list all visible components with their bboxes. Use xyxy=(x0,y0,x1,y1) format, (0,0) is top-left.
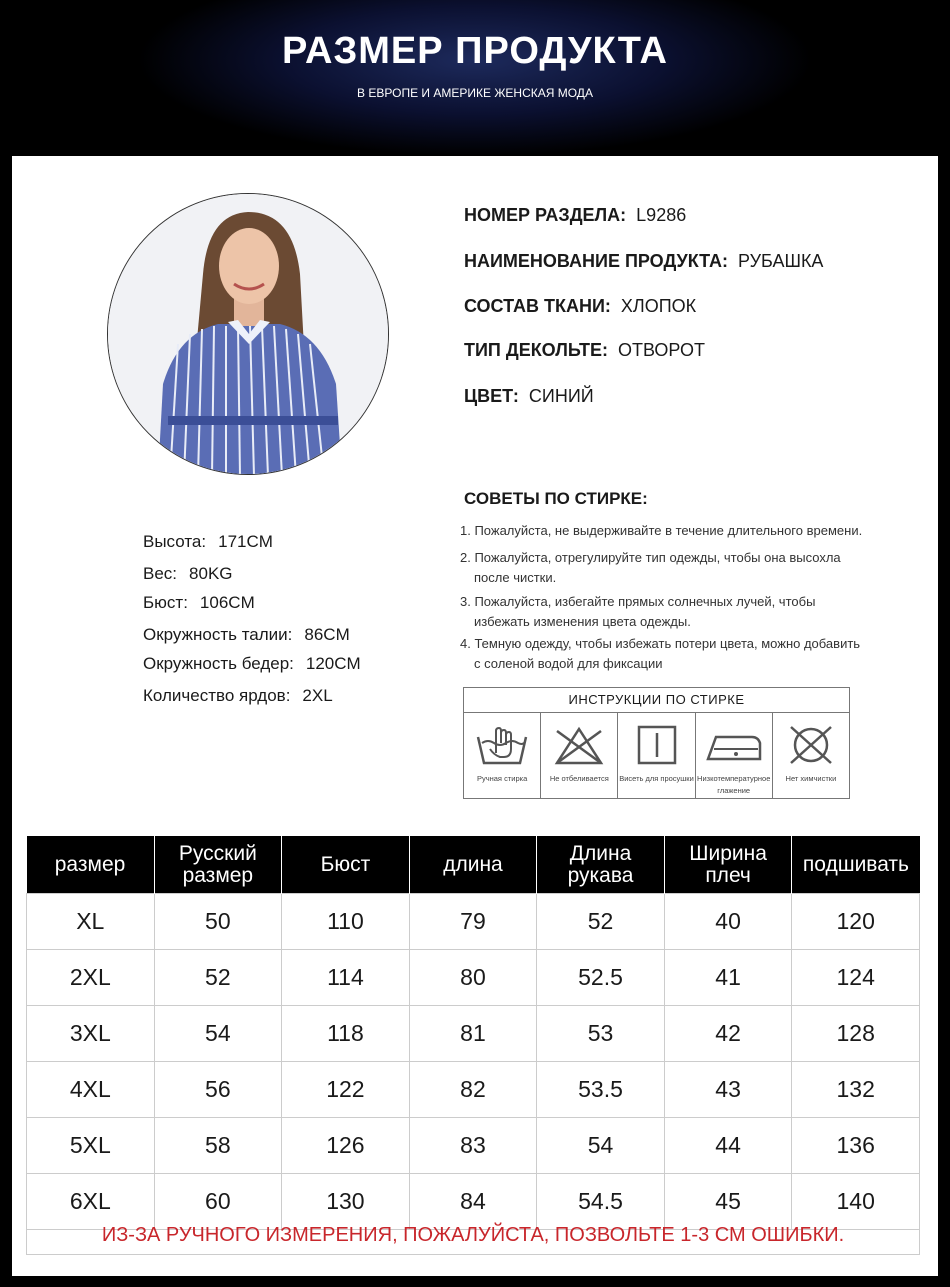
care-tip-3: 3. Пожалуйста, избегайте прямых солнечных лучей, чтобы избежать изменения цвета одежды. xyxy=(460,594,816,629)
model-weight: Вес: 80KG xyxy=(143,564,233,583)
wash-item-hand: Ручная стирка xyxy=(464,713,541,799)
washing-title: ИНСТРУКЦИИ ПО СТИРКЕ xyxy=(464,688,849,713)
table-cell: 3XL xyxy=(27,1006,155,1062)
no-dry-clean-icon xyxy=(783,723,839,767)
table-cell: 60 xyxy=(154,1174,282,1230)
table-cell: 54 xyxy=(537,1118,665,1174)
table-cell: 53 xyxy=(537,1006,665,1062)
hang-dry-icon xyxy=(629,723,685,767)
table-cell: 110 xyxy=(282,894,410,950)
table-cell: 4XL xyxy=(27,1062,155,1118)
model-waist: Окружность талии: 86CM xyxy=(143,625,350,644)
col-length: длина xyxy=(409,836,537,894)
table-row xyxy=(27,950,920,1006)
model-hips: Окружность бедер: 120CM xyxy=(143,654,361,673)
table-cell: 52 xyxy=(537,894,665,950)
table-cell: 43 xyxy=(664,1062,792,1118)
table-cell: 140 xyxy=(792,1174,920,1230)
col-sleeve: Длина рукава xyxy=(537,836,665,894)
model-bust: Бюст: 106CM xyxy=(143,593,255,612)
col-shoulder: Ширина плеч xyxy=(664,836,792,894)
table-cell: 5XL xyxy=(27,1118,155,1174)
table-cell: 120 xyxy=(792,894,920,950)
spec-neckline: ТИП ДЕКОЛЬТЕ: ОТВОРОТ xyxy=(464,340,705,360)
table-cell: 52 xyxy=(154,950,282,1006)
hand-wash-icon xyxy=(474,723,530,767)
table-cell: 2XL xyxy=(27,950,155,1006)
spec-product-name: НАИМЕНОВАНИЕ ПРОДУКТА: РУБАШКА xyxy=(464,251,824,271)
size-table-header xyxy=(27,836,920,894)
spec-color: ЦВЕТ: СИНИЙ xyxy=(464,386,594,406)
model-height: Высота: 171CM xyxy=(143,532,273,551)
col-bust: Бюст xyxy=(282,836,410,894)
table-cell: 50 xyxy=(154,894,282,950)
table-cell: 80 xyxy=(409,950,537,1006)
table-cell: 53.5 xyxy=(537,1062,665,1118)
table-row xyxy=(27,894,920,950)
table-cell: 42 xyxy=(664,1006,792,1062)
col-hem: подшивать xyxy=(792,836,920,894)
col-size: размер xyxy=(27,836,155,894)
table-cell: 40 xyxy=(664,894,792,950)
table-cell: 124 xyxy=(792,950,920,1006)
size-table xyxy=(26,836,920,1230)
table-cell: 114 xyxy=(282,950,410,1006)
page-title: РАЗМЕР ПРОДУКТА xyxy=(282,30,668,72)
wash-item-hang: Висеть для просушки xyxy=(618,713,695,799)
table-cell: 54.5 xyxy=(537,1174,665,1230)
table-cell: 84 xyxy=(409,1174,537,1230)
measurement-note: ИЗ-ЗА РУЧНОГО ИЗМЕРЕНИЯ, ПОЖАЛУЙСТА, ПОЗВОЛЬТЕ 1-3 СМ ОШИБКИ. xyxy=(26,1215,920,1255)
table-cell: 54 xyxy=(154,1006,282,1062)
table-cell: 58 xyxy=(154,1118,282,1174)
table-cell: 44 xyxy=(664,1118,792,1174)
table-cell: 82 xyxy=(409,1062,537,1118)
table-row xyxy=(27,1118,920,1174)
table-cell: 83 xyxy=(409,1118,537,1174)
care-tip-4: 4. Темную одежду, чтобы избежать потери цвета, можно добавить с соленой водой для фиксации xyxy=(460,636,861,671)
table-cell: 128 xyxy=(792,1006,920,1062)
table-cell: 81 xyxy=(409,1006,537,1062)
care-tip-2: 2. Пожалуйста, отрегулируйте тип одежды, чтобы она высохла после чистки. xyxy=(460,550,841,585)
table-cell: 79 xyxy=(409,894,537,950)
wash-item-dryclean: Нет химчистки xyxy=(773,713,849,799)
wash-item-bleach: Не отбеливается xyxy=(541,713,618,799)
table-cell: 132 xyxy=(792,1062,920,1118)
table-cell: 130 xyxy=(282,1174,410,1230)
header-banner xyxy=(0,0,950,155)
table-cell: 56 xyxy=(154,1062,282,1118)
spec-fabric: СОСТАВ ТКАНИ: ХЛОПОК xyxy=(464,296,697,316)
col-russian-size: Русский размер xyxy=(154,836,282,894)
table-cell: 6XL xyxy=(27,1174,155,1230)
spec-article: НОМЕР РАЗДЕЛА: L9286 xyxy=(464,205,687,225)
table-cell: 52.5 xyxy=(537,950,665,1006)
model-size: Количество ярдов: 2XL xyxy=(143,686,333,705)
table-cell: 126 xyxy=(282,1118,410,1174)
table-row xyxy=(27,1006,920,1062)
no-bleach-icon xyxy=(551,723,607,767)
table-cell: XL xyxy=(27,894,155,950)
table-cell: 136 xyxy=(792,1118,920,1174)
table-cell: 41 xyxy=(664,950,792,1006)
low-iron-icon xyxy=(704,723,764,767)
model-photo xyxy=(107,193,389,475)
table-cell: 45 xyxy=(664,1174,792,1230)
table-cell: 122 xyxy=(282,1062,410,1118)
table-cell: 118 xyxy=(282,1006,410,1062)
care-tip-1: 1. Пожалуйста, не выдерживайте в течение длительного времени. xyxy=(460,523,863,538)
washing-instructions xyxy=(463,687,850,799)
wash-item-iron: Низкотемпературное глажение xyxy=(696,713,773,799)
table-row xyxy=(27,1062,920,1118)
page-subtitle: В ЕВРОПЕ И АМЕРИКЕ ЖЕНСКАЯ МОДА xyxy=(357,86,593,100)
care-title: СОВЕТЫ ПО СТИРКЕ: xyxy=(464,489,648,508)
